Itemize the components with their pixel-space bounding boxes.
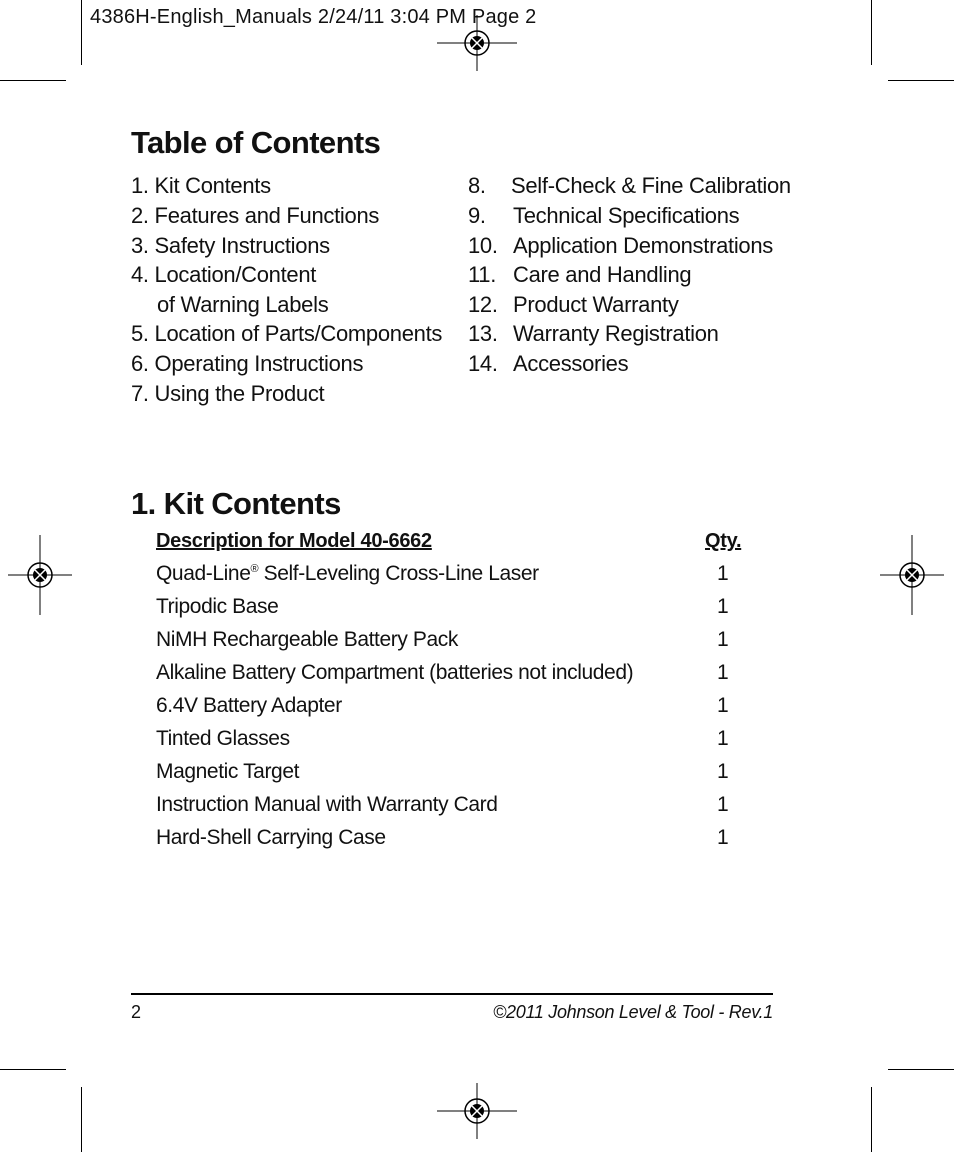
kit-item-description: Tripodic Base — [156, 595, 279, 618]
footer-copyright: ©2011 Johnson Level & Tool - Rev.1 — [493, 1002, 773, 1022]
registration-mark-top-icon — [437, 3, 517, 83]
crop-mark-bottom-left-h — [0, 1069, 66, 1070]
kit-item-description: Magnetic Target — [156, 760, 300, 783]
kit-item-qty: 1 — [717, 661, 729, 684]
crop-mark-bottom-right-h — [888, 1069, 954, 1070]
kit-item-laser-qty: 1 — [717, 562, 729, 585]
kit-item-description: Alkaline Battery Compartment (batteries not included) — [156, 661, 634, 684]
kit-item-qty: 1 — [717, 793, 729, 816]
crop-mark-top-right-v — [871, 0, 872, 65]
crop-mark-bottom-left-v — [81, 1087, 82, 1152]
kit-item-description: 6.4V Battery Adapter — [156, 694, 342, 717]
toc-entry-12-label: Product Warranty — [513, 292, 679, 317]
toc-entry-4: 4. Location/Content — [131, 262, 317, 287]
kit-item-qty: 1 — [717, 727, 729, 750]
toc-entry-13-number: 13. — [468, 321, 498, 346]
kit-item-description: Instruction Manual with Warranty Card — [156, 793, 498, 816]
toc-entry-7: 7. Using the Product — [131, 381, 325, 406]
toc-entry-9-label: Technical Specifications — [513, 203, 740, 228]
registration-mark-left-icon — [0, 535, 80, 615]
registration-mark-bottom-icon — [437, 1071, 517, 1151]
registered-mark: ® — [250, 563, 259, 575]
toc-entry-11-label: Care and Handling — [513, 262, 692, 287]
kit-item-qty: 1 — [717, 595, 729, 618]
toc-entry-9-number: 9. — [468, 203, 486, 228]
toc-entry-8-label: Self-Check & Fine Calibration — [511, 173, 791, 198]
toc-entry-8-number: 8. — [468, 173, 486, 198]
toc-entry-1: 1. Kit Contents — [131, 173, 271, 198]
footer-page-number: 2 — [131, 1002, 142, 1022]
toc-entry-12-number: 12. — [468, 292, 498, 317]
toc-entry-6: 6. Operating Instructions — [131, 351, 364, 376]
toc-entry-14-number: 14. — [468, 351, 498, 376]
kit-description-header: Description for Model 40-6662 — [156, 530, 432, 552]
kit-item-qty: 1 — [717, 694, 729, 717]
toc-entry-4-continued: of Warning Labels — [157, 292, 329, 317]
kit-qty-header: Qty. — [705, 530, 742, 552]
toc-entry-3: 3. Safety Instructions — [131, 233, 330, 258]
toc-entry-10-number: 10. — [468, 233, 498, 258]
kit-item-description: Tinted Glasses — [156, 727, 290, 750]
crop-mark-top-left-v — [81, 0, 82, 65]
toc-title: Table of Contents — [131, 125, 381, 160]
kit-item-qty: 1 — [717, 628, 729, 651]
kit-item-qty: 1 — [717, 826, 729, 849]
toc-entry-11-number: 11. — [468, 262, 497, 287]
print-slug: 4386H-English_Manuals 2/24/11 3:04 PM Page 2 — [90, 6, 537, 28]
kit-item-laser-rest: Self-Leveling Cross-Line Laser — [258, 562, 539, 585]
kit-item-qty: 1 — [717, 760, 729, 783]
crop-mark-bottom-right-v — [871, 1087, 872, 1152]
toc-entry-13-label: Warranty Registration — [513, 321, 719, 346]
kit-item-laser-brand: Quad-Line — [156, 562, 251, 585]
kit-item-description: NiMH Rechargeable Battery Pack — [156, 628, 458, 651]
footer-rule — [131, 993, 773, 995]
toc-entry-10-label: Application Demonstrations — [513, 233, 774, 258]
toc-entry-2: 2. Features and Functions — [131, 203, 380, 228]
toc-entry-14-label: Accessories — [513, 351, 629, 376]
toc-entry-5: 5. Location of Parts/Components — [131, 321, 443, 346]
kit-contents-title: 1. Kit Contents — [131, 486, 341, 521]
registration-mark-right-icon — [872, 535, 952, 615]
kit-item-description: Hard-Shell Carrying Case — [156, 826, 386, 849]
crop-mark-top-left-h — [0, 80, 66, 81]
kit-item-laser — [156, 562, 539, 586]
crop-mark-top-right-h — [888, 80, 954, 81]
